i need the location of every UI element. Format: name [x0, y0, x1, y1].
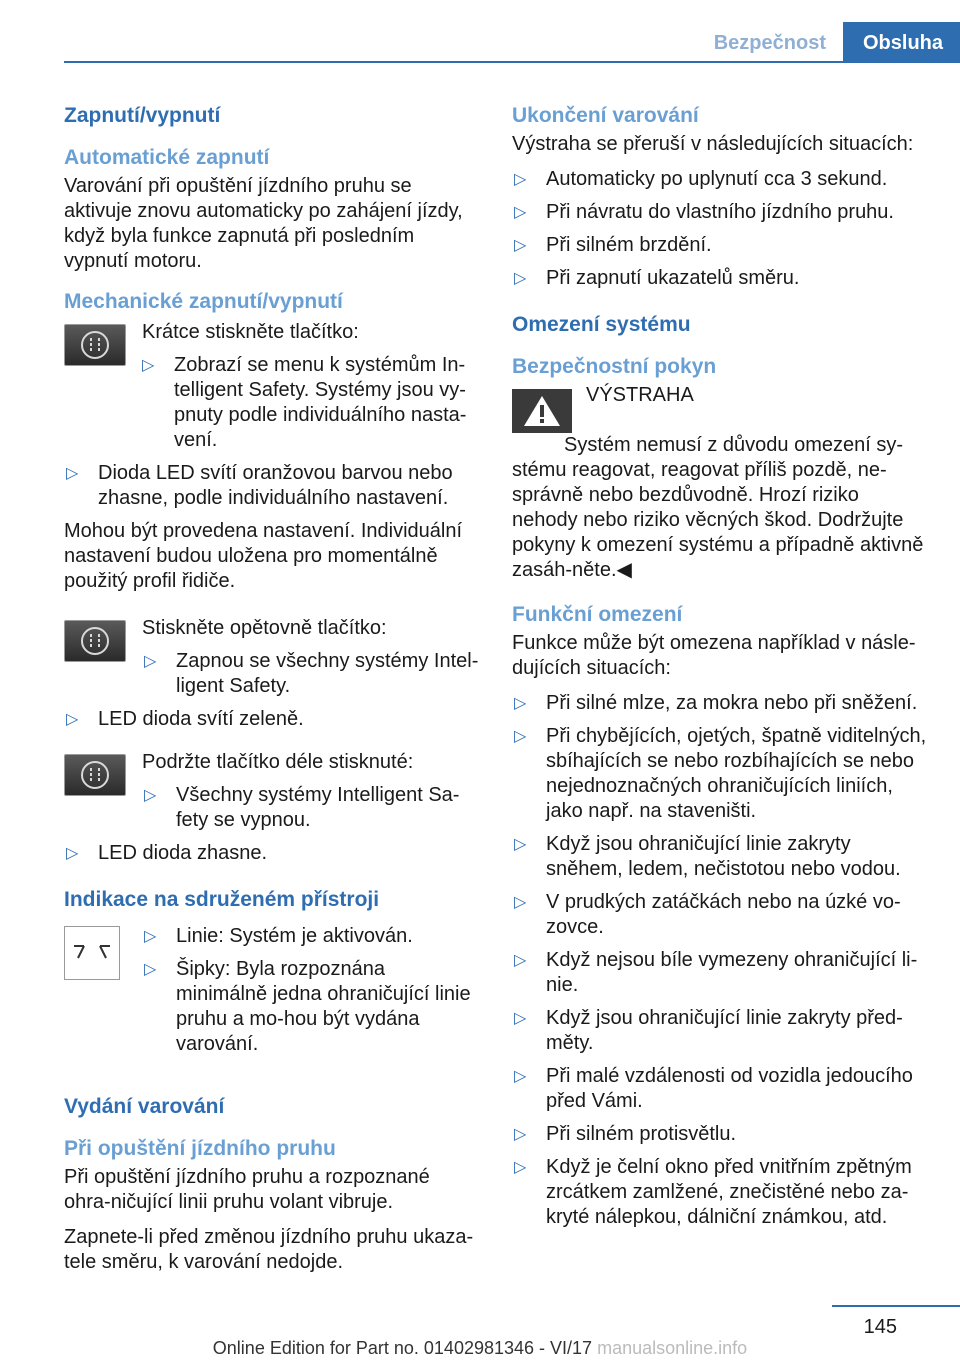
hold-text: Podržte tlačítko déle stisknuté:: [142, 751, 414, 773]
tab-operation: Obsluha: [843, 22, 960, 62]
warning-block: [512, 383, 928, 433]
warning-title: VÝSTRAHA: [586, 384, 694, 406]
warning-text: Systém nemusí z důvodu omezení sy-stému reagovat, reagovat příliš pozdě, ne-správně nebo bezdůvodně. Hrozí riziko nehody nebo riziko věcných škod. Dodržujte pokyny k omezení systému a případně aktivně zasáh-něte.◀: [512, 434, 924, 581]
bullet-icon: ▷: [514, 171, 527, 188]
right-column: [512, 98, 928, 1238]
bullet-icon: ▷: [514, 695, 527, 712]
footer-edition: [0, 1338, 960, 1359]
button-instruction-again: [64, 616, 480, 707]
list-item: ▷ LED dioda zhasne.: [66, 842, 268, 864]
heading-functional-limits: Funkční omezení: [512, 603, 683, 626]
list-item: ▷ Když nejsou bíle vymezeny ohraničující li-nie.: [514, 949, 918, 996]
list-item: ▷ Automaticky po uplynutí cca 3 sekund.: [514, 168, 888, 190]
bullet-icon: ▷: [144, 653, 157, 670]
button-instruction-short: [64, 320, 480, 461]
bullet-icon: ▷: [514, 1010, 527, 1027]
lane-indicator-icon: [64, 926, 120, 980]
heading-indication: Indikace na sdruženém přístroji: [64, 888, 380, 911]
list-item: ▷ Při silném protisvětlu.: [514, 1123, 737, 1145]
list-item: ▷ Zobrazí se menu k systémům In-telligent Safety. Systémy jsou vy-pnuty podle individuálního nasta-vení.: [142, 354, 467, 451]
heading-onoff: Zapnutí/vypnutí: [64, 104, 221, 127]
paragraph-settings: Mohou být provedena nastavení. Individuální nastavení budou uložena pro momentálně použitý profil řidiče.: [64, 520, 463, 592]
press-again-text: Stiskněte opětovně tlačítko:: [142, 617, 387, 639]
paragraph-functional-limits: Funkce může být omezena například v násle-dujících situacích:: [512, 632, 916, 679]
bullet-icon: ▷: [144, 928, 157, 945]
bullet-icon: ▷: [514, 1159, 527, 1176]
list-item: ▷ Při chybějících, ojetých, špatně viditelných, sbíhajících se nebo rozbíhajících se nebo nejednoznačných ohraničujících liniích, jako např. na staveništi.: [514, 725, 927, 822]
list-item: ▷ Při silném brzdění.: [514, 234, 712, 256]
paragraph-indicator: Zapnete-li před změnou jízdního pruhu ukaza-tele směru, k varování nedojde.: [64, 1226, 474, 1273]
lane-button-icon: [64, 754, 126, 796]
bullet-icon: ▷: [514, 728, 527, 745]
heading-leaving-lane: Při opuštění jízdního pruhu: [64, 1137, 336, 1160]
bullet-icon: ▷: [66, 845, 79, 862]
list-item: ▷ Linie: Systém je aktivován.: [144, 925, 413, 947]
edition-text: Online Edition for Part no. 01402981346 - VI/17: [212, 1338, 593, 1358]
bullet-icon: ▷: [514, 1068, 527, 1085]
bullet-icon: ▷: [514, 1126, 527, 1143]
list-item: ▷ Zapnou se všechny systémy Intel-ligent Safety.: [144, 650, 479, 697]
tab-safety: Bezpečnost: [694, 22, 843, 62]
bullet-icon: ▷: [514, 894, 527, 911]
heading-safety-note: Bezpečnostní pokyn: [512, 355, 717, 378]
heading-auto-on: Automatické zapnutí: [64, 146, 270, 169]
footer-rule: [832, 1305, 960, 1307]
list-item: ▷ Při návratu do vlastního jízdního pruhu.: [514, 201, 894, 223]
paragraph-leaving-lane: Při opuštění jízdního pruhu a rozpoznané ohra-ničující linii pruhu volant vibruje.: [64, 1166, 430, 1213]
bullet-icon: ▷: [66, 711, 79, 728]
list-item: ▷ V prudkých zatáčkách nebo na úzké vo-zovce.: [514, 891, 901, 938]
bullet-icon: ▷: [144, 961, 157, 978]
functional-limits-list: [512, 691, 928, 1230]
bullet-icon: ▷: [514, 270, 527, 287]
bullet-icon: ▷: [66, 465, 79, 482]
heading-end-warning: Ukončení varování: [512, 104, 699, 127]
list-item: ▷ Při malé vzdálenosti od vozidla jedoucího před Vámi.: [514, 1065, 913, 1112]
heading-warning: Vydání varování: [64, 1095, 225, 1118]
header-rule: [64, 61, 960, 63]
end-warning-list: [512, 167, 928, 291]
list-item: ▷ Při silné mlze, za mokra nebo při sněžení.: [514, 692, 918, 714]
list-item: ▷ Všechny systémy Intelligent Sa-fety se vypnou.: [144, 784, 460, 831]
list-item: ▷ Když jsou ohraničující linie zakryty před-měty.: [514, 1007, 903, 1054]
bullet-icon: ▷: [514, 204, 527, 221]
list-item: ▷ LED dioda svítí zeleně.: [66, 708, 304, 730]
lane-button-icon: [64, 620, 126, 662]
bullet-icon: ▷: [514, 952, 527, 969]
heading-mechanical: Mechanické zapnutí/vypnutí: [64, 290, 343, 313]
page-number: 145: [863, 1316, 897, 1338]
list-item: ▷ Šipky: Byla rozpoznána minimálně jedna ohraničující linie pruhu a mo-hou být vydána varování.: [144, 958, 471, 1055]
warning-triangle-icon: [512, 389, 572, 433]
button-instruction-hold: [64, 750, 480, 841]
list-item: ▷ Při zapnutí ukazatelů směru.: [514, 267, 800, 289]
press-short-text: Krátce stiskněte tlačítko:: [142, 321, 359, 343]
header-tabs: [694, 22, 960, 62]
bullet-icon: ▷: [142, 357, 155, 374]
watermark-text: manualsonline.info: [597, 1338, 748, 1358]
indication-row: [64, 924, 480, 1065]
lane-button-icon: [64, 324, 126, 366]
list-item: ▷ Když jsou ohraničující linie zakryty sněhem, ledem, nečistotou nebo vodou.: [514, 833, 901, 880]
bullet-icon: ▷: [144, 787, 157, 804]
bullet-icon: ▷: [514, 836, 527, 853]
paragraph-end-warning: Výstraha se přeruší v následujících situacích:: [512, 133, 914, 155]
left-column: [64, 98, 480, 1285]
heading-system-limits: Omezení systému: [512, 313, 691, 336]
paragraph-auto-on: Varování při opuštění jízdního pruhu se aktivuje znovu automaticky po zahájení jízdy, když byla funkce zapnutá při posledním vypnutí motoru.: [64, 175, 463, 272]
bullet-icon: ▷: [514, 237, 527, 254]
list-item: ▷ Dioda LED svítí oranžovou barvou nebo zhasne, podle individuálního nastavení.: [66, 462, 453, 509]
list-item: ▷ Když je čelní okno před vnitřním zpětným zrcátkem zamlžené, znečistěné nebo za-kryté nálepkou, dálniční známkou, atd.: [514, 1156, 912, 1228]
